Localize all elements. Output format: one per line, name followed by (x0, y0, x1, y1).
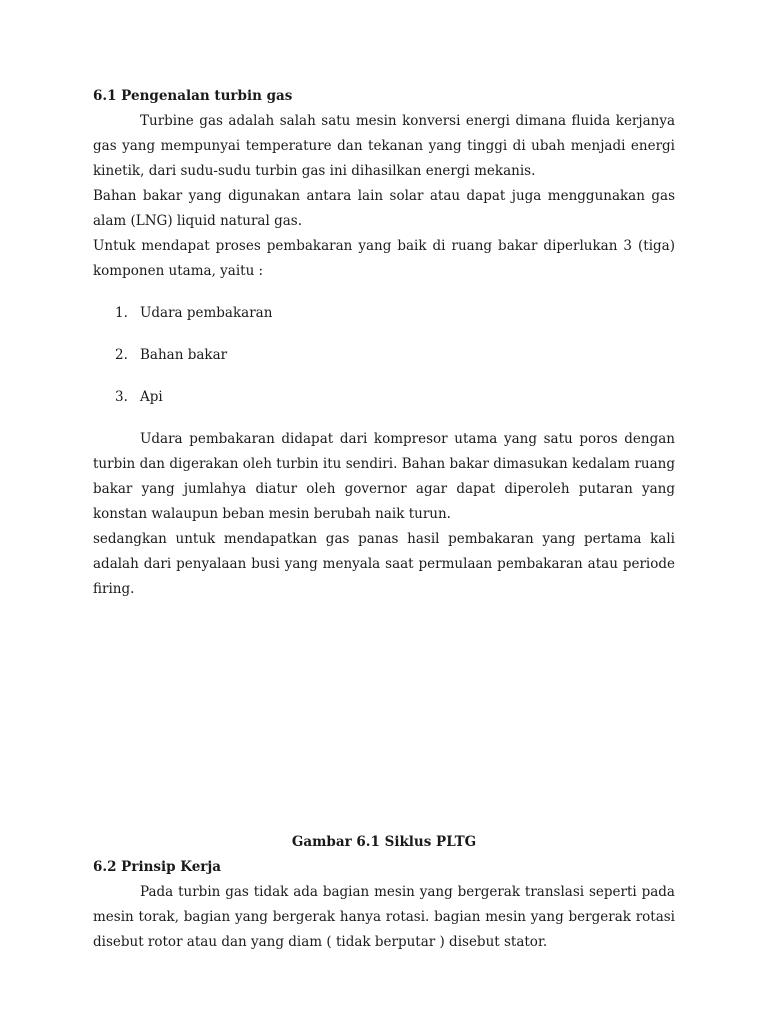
section-1-paragraph-5: sedangkan untuk mendapatkan gas panas hasil pembakaran yang pertama kali adalah dari penyalaan busi yang menyala saat permulaan pembakaran atau periode firing. (93, 531, 675, 597)
section-2-paragraph-1: Pada turbin gas tidak ada bagian mesin yang bergerak translasi seperti pada mesin torak, bagian yang bergerak hanya rotasi. bagian mesin yang bergerak rotasi disebut rotor atau dan yang diam ( tidak berputar ) disebut stator. (93, 884, 675, 950)
list-item-text: Api (140, 389, 163, 405)
list-item-number: 3. (115, 389, 128, 405)
section-1-paragraph-2: Bahan bakar yang digunakan antara lain solar atau dapat juga menggunakan gas alam (LNG) liquid natural gas. (93, 188, 675, 229)
list-item (93, 385, 675, 410)
list-item-text: Udara pembakaran (140, 305, 273, 321)
section-1-paragraph-4: Udara pembakaran didapat dari kompresor utama yang satu poros dengan turbin dan digerakan oleh turbin itu sendiri. Bahan bakar dimasukan kedalam ruang bakar yang jumlahya diatur oleh governor agar dapat diperoleh putaran yang konstan walaupun beban mesin berubah naik turun. (93, 431, 675, 522)
section-2-heading: 6.2 Prinsip Kerja (93, 859, 222, 875)
list-item-number: 1. (115, 305, 128, 321)
list-item-number: 2. (115, 347, 128, 363)
figure-area (93, 602, 675, 830)
section-1-paragraph-3: Untuk mendapat proses pembakaran yang baik di ruang bakar diperlukan 3 (tiga) komponen utama, yaitu : (93, 238, 675, 279)
document-page (93, 84, 675, 955)
components-list (93, 301, 675, 410)
list-item (93, 343, 675, 368)
list-item (93, 301, 675, 326)
section-1-paragraph-1: Turbine gas adalah salah satu mesin konversi energi dimana fluida kerjanya gas yang mempunyai temperature dan tekanan yang tinggi di ubah menjadi energi kinetik, dari sudu-sudu turbin gas ini dihasilkan energi mekanis. (93, 113, 675, 179)
section-1-heading: 6.1 Pengenalan turbin gas (93, 88, 293, 104)
figure-caption: Gambar 6.1 Siklus PLTG (291, 834, 477, 850)
list-item-text: Bahan bakar (140, 347, 228, 363)
